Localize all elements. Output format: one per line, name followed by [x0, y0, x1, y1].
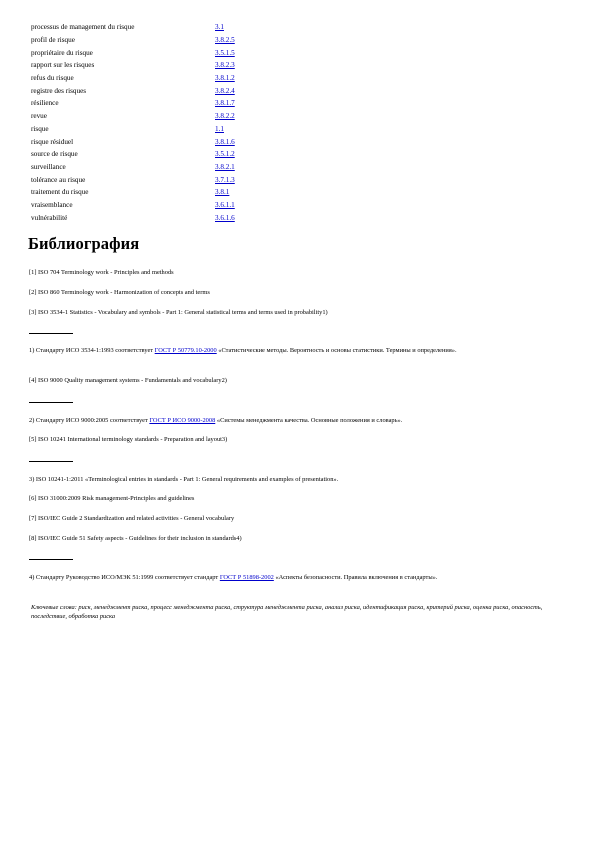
index-term: vulnérabilité: [31, 213, 68, 222]
bibliography-entry-7: [7] ISO/IEC Guide 2 Standardization and related activities - General vocabulary: [29, 515, 235, 522]
keywords-paragraph: Ключевые слова: риск, менеджмент риска, процесс менеджмента риска, структура менеджмента риска, анализ риска, идентификация риска, критерий риска, оценка риска, опасность, последствие, обработка риска: [31, 604, 543, 620]
footnote-2: [29, 416, 569, 425]
footnote-3: 3) ISO 10241-1:2011 «Terminological entries in standards - Part 1: General requirements and examples of presentation».: [29, 476, 339, 483]
index-term: résilience: [31, 99, 59, 108]
index-term: revue: [31, 112, 47, 121]
term-index: [31, 21, 331, 224]
bibliography-title: Библиография: [28, 234, 140, 253]
footnote-separator: [29, 333, 73, 334]
bibliography-entry-6: [6] ISO 31000:2009 Risk management-Principles and guidelines: [29, 495, 195, 502]
index-row: [31, 148, 331, 161]
index-ref-link[interactable]: 3.1: [215, 23, 224, 32]
index-ref-link[interactable]: 3.8.1.2: [215, 74, 235, 83]
bibliography-entry-5: [5] ISO 10241 International terminology standards - Preparation and layout3): [29, 436, 228, 443]
bibliography-entry-3: [3] ISO 3534-1 Statistics - Vocabulary and symbols - Part 1: General statistical terms and terms used in probability1): [29, 309, 328, 316]
index-ref-link[interactable]: 3.8.1.6: [215, 137, 235, 146]
index-ref-link[interactable]: 3.6.1.1: [215, 200, 235, 209]
index-ref-link[interactable]: 3.7.1.3: [215, 175, 235, 184]
index-ref-link[interactable]: 3.8.2.2: [215, 112, 235, 121]
footnote-1: [29, 346, 569, 355]
footnote-text: «Статистические методы. Вероятность и основы статистики. Термины и определения».: [216, 347, 457, 354]
bibliography-entry-1: [1] ISO 704 Terminology work - Principles and methods: [29, 269, 174, 276]
index-term: profil de risque: [31, 36, 75, 45]
index-term: vraisemblance: [31, 200, 73, 209]
index-row: [31, 135, 331, 148]
index-row: [31, 186, 331, 199]
index-ref-link[interactable]: 3.5.1.2: [215, 150, 235, 159]
index-term: refus du risque: [31, 74, 74, 83]
standard-link[interactable]: ГОСТ Р ИСО 9000-2008: [149, 417, 216, 424]
index-ref-link[interactable]: 3.8.2.3: [215, 61, 235, 70]
footnote-separator: [29, 402, 73, 403]
standard-link[interactable]: ГОСТ Р 51898-2002: [219, 574, 274, 581]
footnote-separator: [29, 461, 73, 462]
index-term: surveillance: [31, 162, 66, 171]
footnote-text: 2) Стандарту ИСО 9000:2005 соответствует: [29, 417, 150, 424]
footnote-text: «Аспекты безопасности. Правила включения в стандарты».: [273, 574, 438, 581]
index-row: [31, 72, 331, 85]
index-term: risque: [31, 124, 49, 133]
index-ref-link[interactable]: 3.8.2.5: [215, 36, 235, 45]
index-ref-link[interactable]: 3.8.1.7: [215, 99, 235, 108]
footnote-text: «Системы менеджмента качества. Основные положения и словарь».: [215, 417, 403, 424]
index-term: traitement du risque: [31, 188, 89, 197]
index-term: registre des risques: [31, 86, 87, 95]
footnote-4: [29, 573, 569, 582]
index-row: [31, 21, 331, 34]
index-term: risque résiduel: [31, 137, 74, 146]
index-ref-link[interactable]: 3.5.1.5: [215, 48, 235, 57]
footnote-text: 1) Стандарту ИСО 3534-1:1993 соответствует: [29, 347, 155, 354]
index-term: source de risque: [31, 150, 78, 159]
index-term: tolérance au risque: [31, 175, 86, 184]
index-term: rapport sur les risques: [31, 61, 95, 70]
bibliography-entry-4: [4] ISO 9000 Quality management systems - Fundamentals and vocabulary2): [29, 377, 227, 384]
index-term: processus de management du risque: [31, 23, 135, 32]
index-ref-link[interactable]: 3.6.1.6: [215, 213, 235, 222]
index-ref-link[interactable]: 3.8.2.1: [215, 162, 235, 171]
index-ref-link[interactable]: 1.1: [215, 124, 224, 133]
footnote-text: 4) Стандарту Руководство ИСО/МЭК 51:1999 соответствует стандарт: [29, 574, 220, 581]
index-row: [31, 59, 331, 72]
index-ref-link[interactable]: 3.8.2.4: [215, 86, 235, 95]
index-row: [31, 211, 331, 224]
standard-link[interactable]: ГОСТ Р 50779.10-2000: [154, 347, 217, 354]
index-row: [31, 110, 331, 123]
index-row: [31, 46, 331, 59]
bibliography-entry-2: [2] ISO 860 Terminology work - Harmonization of concepts and terms: [29, 289, 210, 296]
footnote-separator: [29, 559, 73, 560]
index-row: [31, 173, 331, 186]
index-row: [31, 84, 331, 97]
index-row: [31, 97, 331, 110]
index-row: [31, 123, 331, 136]
index-row: [31, 34, 331, 47]
bibliography-entry-8: [8] ISO/IEC Guide 51 Safety aspects - Guidelines for their inclusion in standards4): [29, 535, 242, 542]
index-row: [31, 161, 331, 174]
index-row: [31, 199, 331, 212]
index-ref-link[interactable]: 3.8.1: [215, 188, 230, 197]
index-term: propriétaire du risque: [31, 48, 93, 57]
